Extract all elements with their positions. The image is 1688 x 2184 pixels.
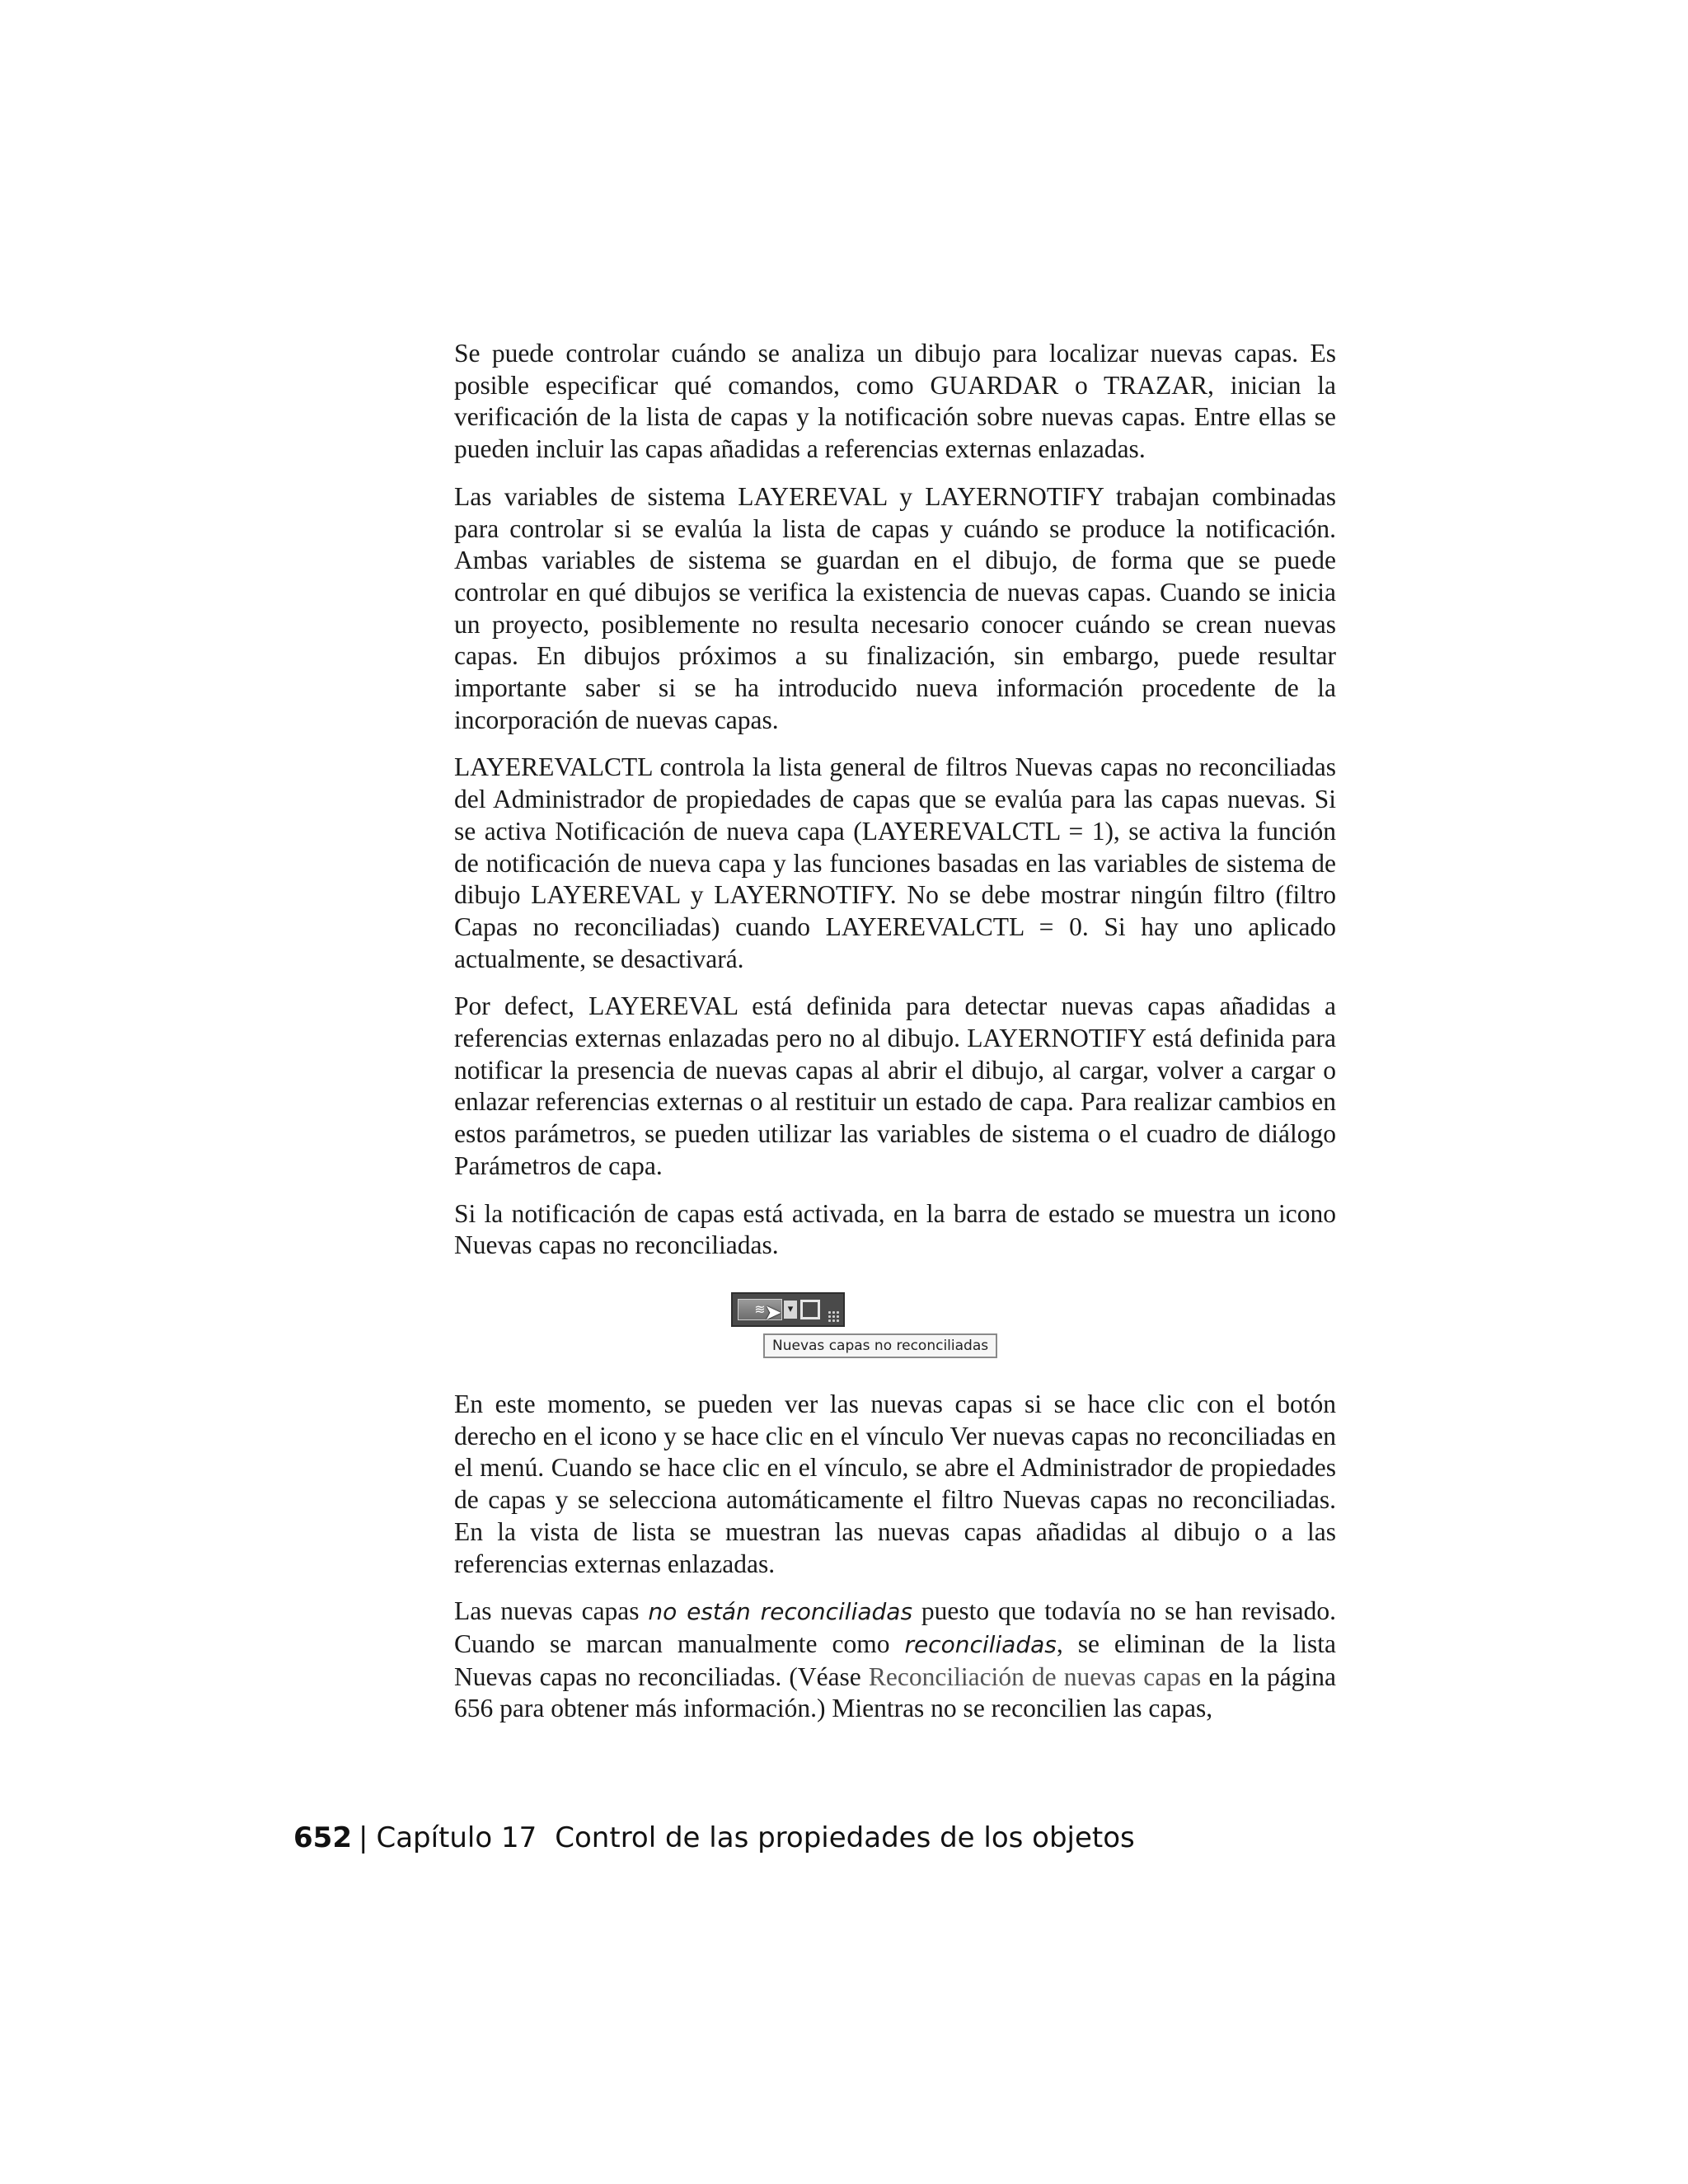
emphasis-reconciled: reconciliadas — [904, 1630, 1057, 1658]
mouse-pointer-icon: ➤ — [764, 1300, 782, 1325]
layer-notification-icon[interactable]: ≋ — [738, 1299, 782, 1320]
paragraph-7-text-a: Las nuevas capas — [454, 1596, 649, 1626]
footer-separator: | — [358, 1821, 368, 1854]
paragraph-4: Por defect, LAYEREVAL está definida para detectar nuevas capas añadidas a referencias externas enlazadas pero no al dibujo. LAYERNOTIFY está definida para notificar la presencia de nuevas capas al abrir el dibujo, al cargar, volver a cargar o enlazar referencias externas o al restituir un estado de capa. Para realizar cambios en estos parámetros, se pueden utilizar las variables de sistema o el cuadro de diálogo Parámetros de capa. — [454, 991, 1336, 1180]
resize-grip-icon[interactable] — [828, 1310, 839, 1322]
paragraph-7-text-c: , se eliminan de la lista Nuevas capas no reconciliadas. (Véase — [454, 1629, 1336, 1691]
page-footer — [293, 1821, 1135, 1854]
paragraph-6: En este momento, se pueden ver las nuevas capas si se hace clic con el botón derecho en el icono y se hace clic en el vínculo Ver nuevas capas no reconciliadas en el menú. Cuando se hace clic en el vínculo, se abre el Administrador de propiedades de capas y se selecciona automáticamente el filtro Nuevas capas no reconciliadas. En la vista de lista se muestran las nuevas capas añadidas al dibujo o a las referencias externas enlazadas. — [454, 1389, 1336, 1578]
emphasis-not-reconciled: no están reconciliadas — [648, 1598, 913, 1626]
paragraph-1: Se puede controlar cuándo se analiza un dibujo para localizar nuevas capas. Es posible especificar qué comandos, como GUARDAR o TRAZAR, inician la verificación de la lista de capas y la notificación sobre nuevas capas. Entre ellas se pueden incluir las capas añadidas a referencias externas enlazadas. — [454, 339, 1336, 464]
dropdown-arrow-icon[interactable]: ▾ — [784, 1301, 797, 1319]
chapter-title: Control de las propiedades de los objetos — [555, 1821, 1135, 1854]
paragraph-7-text-b: puesto que todavía no se han revisado. Cuando se marcan manualmente como — [454, 1596, 1337, 1658]
paragraph-5: Si la notificación de capas está activada, en la barra de estado se muestra un icono Nuevas capas no reconciliadas. — [454, 1198, 1336, 1260]
paragraph-7-text-d: en la página 656 para obtener más información.) Mientras no se reconcilien las capas, — [454, 1661, 1336, 1723]
chapter-label: Capítulo 17 — [376, 1821, 537, 1854]
body-text — [454, 338, 1336, 1741]
tooltip: Nuevas capas no reconciliadas — [763, 1333, 997, 1358]
statusbar-figure — [454, 1277, 1336, 1389]
paragraph-7 — [454, 1596, 1336, 1725]
paragraph-3: LAYEREVALCTL controla la lista general de filtros Nuevas capas no reconciliadas del Administrador de propiedades de capas que se evalúa para las capas nuevas. Si se activa Notificación de nueva capa (LAYEREVALCTL = 1), se activa la función de notificación de nueva capa y las funciones basadas en las variables de sistema de dibujo LAYEREVAL y LAYERNOTIFY. No se debe mostrar ningún filtro (filtro Capas no reconciliadas) cuando LAYEREVALCTL = 0. Si hay uno aplicado actualmente, se desactivará. — [454, 752, 1336, 973]
window-icon[interactable] — [800, 1300, 820, 1319]
page-number: 652 — [293, 1821, 352, 1854]
cross-reference-link[interactable]: Reconciliación de nuevas capas — [868, 1661, 1202, 1691]
paragraph-2: Las variables de sistema LAYEREVAL y LAYERNOTIFY trabajan combinadas para controlar si se evalúa la lista de capas y cuándo se produce la notificación. Ambas variables de sistema se guardan en el dibujo, de forma que se puede controlar en qué dibujos se verifica la existencia de nuevas capas. Cuando se inicia un proyecto, posiblemente no resulta necesario conocer cuándo se crean nuevas capas. En dibujos próximos a su finalización, sin embargo, puede resultar importante saber si se ha introducido nueva información procedente de la incorporación de nuevas capas. — [454, 481, 1336, 734]
status-bar-tray — [731, 1292, 845, 1327]
